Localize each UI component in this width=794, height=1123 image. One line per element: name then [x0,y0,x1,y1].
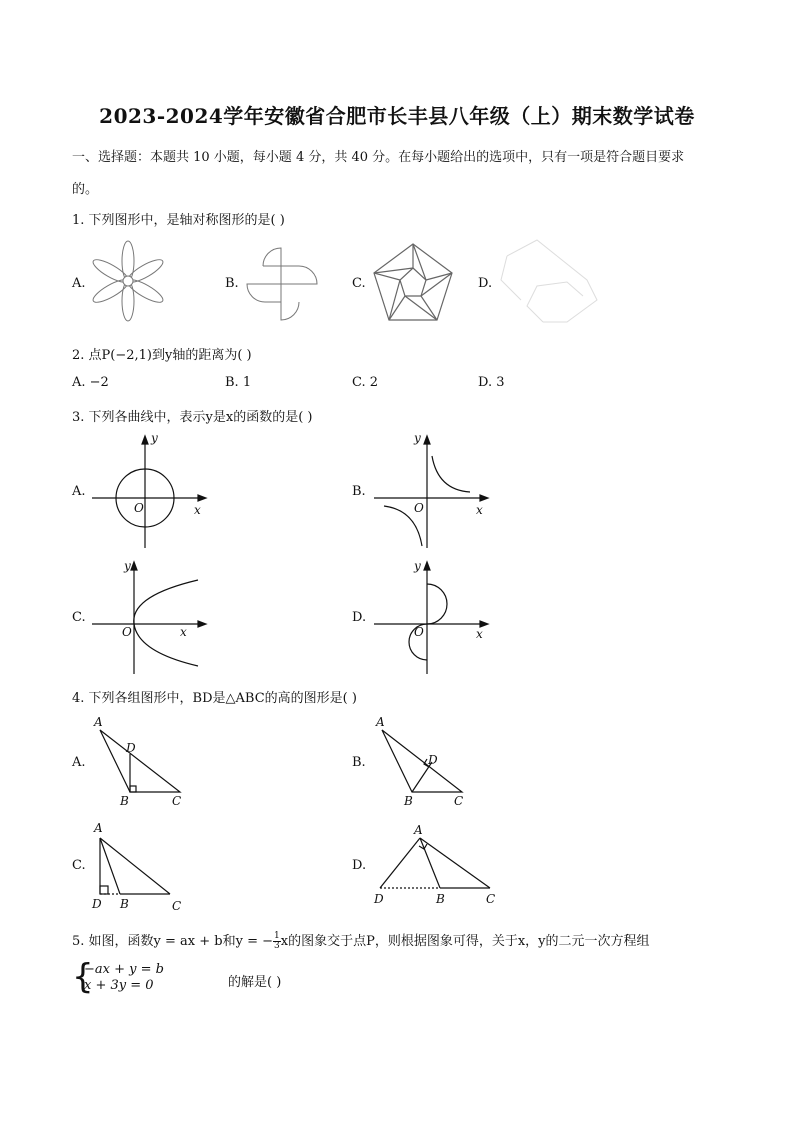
q1-option-d-label: D. [478,276,493,291]
q1-option-a-label: A. [72,276,86,291]
point-d-label: D [428,753,438,767]
q1-faint-shape-figure [497,236,601,326]
q2-option-d: D. 3 [478,375,505,390]
x-axis-label: x [476,503,483,517]
point-b-label: B [120,794,129,808]
q4-triangle-b [370,712,480,812]
q5-stem [72,930,650,951]
q4-stem: 4. 下列各组图形中，BD是△ABC的高的图形是( ) [72,691,357,706]
q4-triangle-c [88,818,198,918]
point-a-label: A [414,823,423,837]
point-d-label: D [374,892,384,906]
q4-triangle-a [88,712,198,812]
origin-label: O [134,501,144,515]
point-c-label: C [172,899,182,913]
q3-graph-d [372,556,492,676]
x-axis-label: x [180,625,187,639]
q3-option-d-label: D. [352,610,367,625]
y-axis-label: y [151,431,158,445]
section-instructions-line2: 的。 [72,182,99,197]
q2-option-c: C. 2 [352,375,379,390]
section-instructions-line1: 一、选择题：本题共 10 小题，每小题 4 分，共 40 分。在每小题给出的选项中，只有一项是符合题目要求 [72,150,685,165]
point-d-label: D [92,897,102,911]
q5-fraction [273,932,281,951]
q1-option-c-label: C. [352,276,366,291]
q4-option-b-label: B. [352,755,366,770]
point-c-label: C [486,892,496,906]
q4-triangle-d [370,818,500,918]
y-axis-label: y [414,559,421,573]
equation-2: x + 3y = 0 [84,978,154,993]
point-a-label: A [376,715,385,729]
q3-graph-c [90,556,210,676]
equation-1: −ax + y = b [84,962,164,977]
fraction-denominator: 3 [274,941,280,951]
q4-option-c-label: C. [72,858,86,873]
page-title: 2023-2024学年安徽省合肥市长丰县八年级（上）期末数学试卷 [99,104,695,128]
q3-graph-a [90,430,210,550]
q5-stem-tail: 的解是( ) [228,975,282,990]
y-axis-label: y [124,559,131,573]
origin-label: O [414,625,424,639]
x-axis-label: x [476,627,483,641]
q2-stem: 2. 点P(−2,1)到y轴的距离为( ) [72,348,252,363]
q2-option-b: B. 1 [225,375,252,390]
origin-label: O [414,501,424,515]
point-b-label: B [436,892,445,906]
q1-stem: 1. 下列图形中，是轴对称图形的是( ) [72,213,285,228]
q3-graph-b [372,430,492,550]
q2-option-a: A. −2 [72,375,109,390]
point-b-label: B [404,794,413,808]
q3-stem: 3. 下列各曲线中，表示y是x的函数的是( ) [72,410,313,425]
y-axis-label: y [414,431,421,445]
q5-stem-part-b: x的图象交于点P，则根据图象可得，关于x，y的二元一次方程组 [280,934,650,949]
point-c-label: C [172,794,182,808]
point-d-label: D [126,741,136,755]
q5-stem-part-a: 5. 如图，函数y = ax + b和y = − [72,934,273,949]
q3-option-c-label: C. [72,610,86,625]
fraction-numerator: 1 [274,931,280,941]
q3-option-b-label: B. [352,484,366,499]
q4-option-d-label: D. [352,858,367,873]
q1-flower-figure [90,238,170,324]
point-b-label: B [120,897,129,911]
system-brace: { [72,957,94,997]
point-a-label: A [94,715,103,729]
q1-pentagon-figure [370,240,456,324]
point-a-label: A [94,821,103,835]
origin-label: O [122,625,132,639]
q3-option-a-label: A. [72,484,86,499]
q1-option-b-label: B. [225,276,239,291]
q1-pinwheel-figure [243,244,323,324]
q4-option-a-label: A. [72,755,86,770]
point-c-label: C [454,794,464,808]
x-axis-label: x [194,503,201,517]
